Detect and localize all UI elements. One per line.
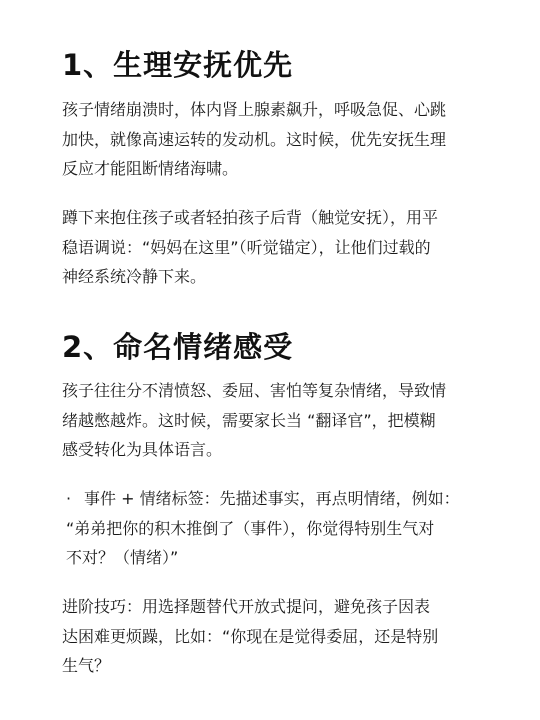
text-line: 生气？ xyxy=(62,656,111,675)
text-line: 稳语调说：“妈妈在这里”（听觉锚定），让他们过载的 xyxy=(62,237,431,257)
section-1-paragraph-2 xyxy=(62,203,492,292)
section-1-heading: 1、生理安抚优先 xyxy=(62,48,294,82)
text-line: 感受转化为具体语言。 xyxy=(62,440,223,459)
text-line: “弟弟把你的积木推倒了（事件），你觉得特别生气对 xyxy=(66,518,435,538)
text-line: 神经系统冷静下来。 xyxy=(62,267,207,286)
text-line: 孩子往往分不清愤怒、委屈、害怕等复杂情绪，导致情 xyxy=(62,381,447,400)
text-line: 事件 + 情绪标签：先描述事实，再点明情绪，例如： xyxy=(84,489,460,508)
text-line: 绪越憋越炸。这时候，需要家长当 “翻译官”，把模糊 xyxy=(62,410,436,430)
section-2-bullet-item xyxy=(84,484,514,514)
section-2-heading: 2、命名情绪感受 xyxy=(62,330,294,364)
text-line: 蹲下来抱住孩子或者轻拍孩子后背（触觉安抚），用平 xyxy=(62,208,439,227)
text-line: 进阶技巧：用选择题替代开放式提问，避免孩子因表 xyxy=(62,597,431,616)
section-2-bullet-item-continued xyxy=(66,514,496,573)
text-line: 孩子情绪崩溃时，体内肾上腺素飙升，呼吸急促、心跳 xyxy=(62,100,447,119)
section-2-paragraph-3 xyxy=(62,592,492,681)
section-1-paragraph-1 xyxy=(62,95,492,184)
text-line: 反应才能阻断情绪海啸。 xyxy=(62,159,239,178)
text-line: 加快，就像高速运转的发动机。这时候，优先安抚生理 xyxy=(62,129,447,149)
bullet-marker: · xyxy=(66,489,72,508)
text-line: 不对？（情绪）” xyxy=(66,548,179,567)
section-2-paragraph-1 xyxy=(62,376,492,465)
text-line: 达困难更烦躁，比如：“你现在是觉得委屈，还是特别 xyxy=(62,626,439,646)
